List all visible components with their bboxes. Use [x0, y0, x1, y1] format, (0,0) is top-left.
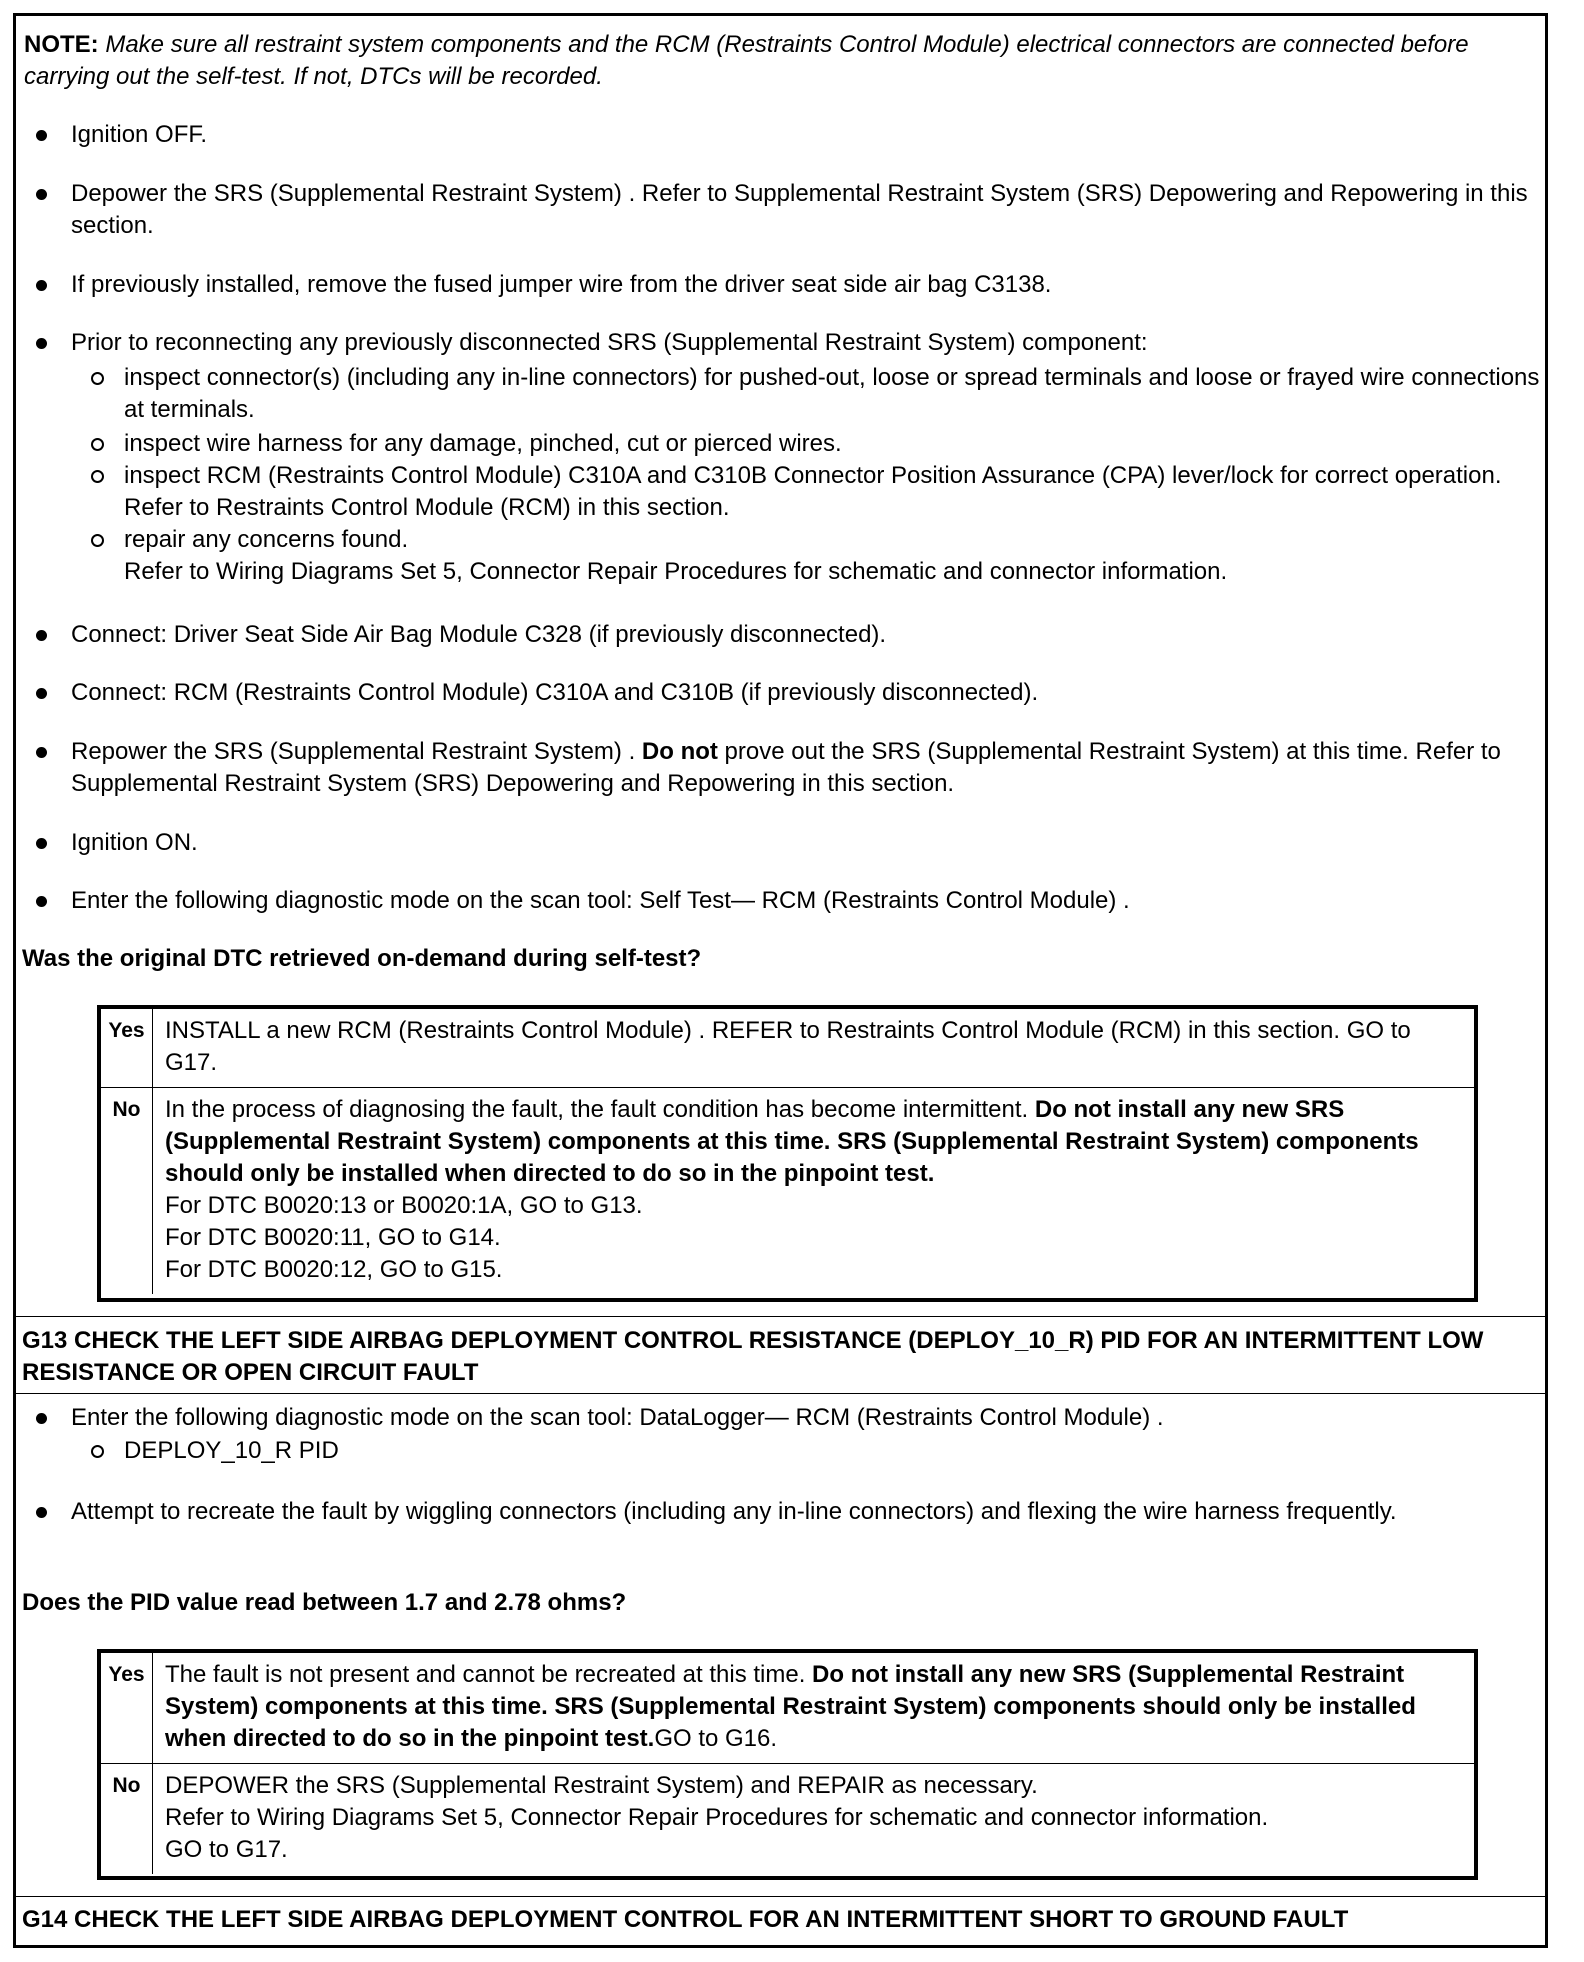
yes-bold-text: Do not install any new SRS (Supplemental Restraint System) components at this time. SRS (Supplemental Restraint System) components should only be installed when directed to do so in the pinpoint test.: [165, 1661, 1416, 1752]
step-text: Ignition OFF.: [71, 121, 208, 148]
step-repower: [71, 736, 1531, 800]
no-line-2: For DTC B0020:11, GO to G14.: [165, 1224, 501, 1251]
substep-text: inspect connector(s) (including any in-line connectors) for pushed-out, loose or spread terminals and loose or frayed wire connections at terminals.: [124, 364, 1540, 423]
g13-step-wiggle: [71, 1496, 1531, 1528]
g14-heading: G14 CHECK THE LEFT SIDE AIRBAG DEPLOYMENT CONTROL FOR AN INTERMITTENT SHORT TO GROUND FAULT: [22, 1906, 1349, 1933]
yes-goto: GO to G16.: [654, 1725, 778, 1752]
step-text-bold: Do not: [641, 738, 718, 765]
result-row-yes: [101, 1653, 1474, 1763]
no-label: No: [101, 1088, 153, 1294]
no-content: [153, 1764, 1474, 1874]
bullet-icon: [36, 338, 47, 349]
yes-content: [153, 1653, 1474, 1763]
step-connect-rcm: [71, 677, 1531, 709]
step-ignition-on: [71, 827, 1531, 859]
step-text: Attempt to recreate the fault by wiggling connectors (including any in-line connectors) and flexing the wire harness frequently.: [71, 1498, 1397, 1525]
step-text: Connect: Driver Seat Side Air Bag Module C328 (if previously disconnected).: [71, 621, 887, 648]
bullet-icon: [36, 130, 47, 141]
no-line-1: DEPOWER the SRS (Supplemental Restraint System) and REPAIR as necessary.: [165, 1772, 1038, 1799]
step-text: Prior to reconnecting any previously disconnected SRS (Supplemental Restraint System) component:: [71, 329, 1148, 356]
bullet-icon: [36, 1413, 47, 1424]
step-text: Enter the following diagnostic mode on the scan tool: DataLogger— RCM (Restraints Control Module) .: [71, 1404, 1164, 1431]
step-remove-jumper: [71, 269, 1531, 301]
divider: [16, 1316, 1545, 1317]
result-table-1: [97, 1005, 1478, 1302]
no-bold-text: Do not install any new SRS (Supplemental Restraint System) components at this time. SRS (Supplemental Restraint System) components should only be installed when directed to do so in the pinpoint test.: [165, 1096, 1419, 1187]
bullet-icon: [36, 189, 47, 200]
substep-text: inspect wire harness for any damage, pinched, cut or pierced wires.: [124, 430, 842, 457]
note-label: NOTE:: [24, 31, 99, 58]
note-text: Make sure all restraint system components and the RCM (Restraints Control Module) electrical connectors are connected before carrying out the self-test. If not, DTCs will be recorded.: [24, 31, 1469, 90]
step-text: Enter the following diagnostic mode on the scan tool: Self Test— RCM (Restraints Control Module) .: [71, 887, 1130, 914]
bullet-icon: [36, 838, 47, 849]
g13-step-datalogger: [71, 1402, 1531, 1434]
substep-inspect-cpa: [124, 460, 1549, 524]
substep-text: DEPLOY_10_R PID: [124, 1437, 339, 1464]
step-text: Connect: RCM (Restraints Control Module) C310A and C310B (if previously disconnected).: [71, 679, 1039, 706]
circle-bullet-icon: [91, 438, 104, 451]
result-row-no: [101, 1087, 1474, 1294]
bullet-icon: [36, 280, 47, 291]
result-row-no: [101, 1763, 1474, 1874]
step-connect-c328: [71, 619, 1531, 651]
question-pid-value: Does the PID value read between 1.7 and 2.78 ohms?: [22, 1589, 627, 1616]
yes-label: Yes: [101, 1653, 153, 1763]
no-text: In the process of diagnosing the fault, the fault condition has become intermittent.: [165, 1096, 1035, 1123]
step-self-test: [71, 885, 1531, 917]
g13-heading: G13 CHECK THE LEFT SIDE AIRBAG DEPLOYMENT CONTROL RESISTANCE (DEPLOY_10_R) PID FOR AN INTERMITTENT LOW RESISTANCE OR OPEN CIRCUIT FAULT: [22, 1327, 1484, 1386]
g13-substep-pid: [124, 1435, 1549, 1467]
substep-refer: Refer to Wiring Diagrams Set 5, Connector Repair Procedures for schematic and connector information.: [124, 558, 1228, 585]
bullet-icon: [36, 688, 47, 699]
divider: [16, 1393, 1545, 1394]
divider: [16, 1896, 1545, 1897]
result-row-yes: [101, 1009, 1474, 1087]
step-ignition-off: [71, 119, 1531, 151]
step-text: If previously installed, remove the fused jumper wire from the driver seat side air bag C3138.: [71, 271, 1052, 298]
no-content: [153, 1088, 1474, 1294]
substep-repair: [124, 524, 1549, 588]
step-text: Ignition ON.: [71, 829, 198, 856]
no-line-1: For DTC B0020:13 or B0020:1A, GO to G13.: [165, 1192, 643, 1219]
yes-text: INSTALL a new RCM (Restraints Control Module) . REFER to Restraints Control Module (RCM) in this section. GO to G17.: [165, 1017, 1411, 1076]
question-dtc-retrieved: Was the original DTC retrieved on-demand during self-test?: [22, 945, 702, 972]
yes-text: The fault is not present and cannot be recreated at this time.: [165, 1661, 813, 1688]
step-depower: [71, 178, 1531, 242]
no-line-3: For DTC B0020:12, GO to G15.: [165, 1256, 503, 1283]
no-line-2: Refer to Wiring Diagrams Set 5, Connector Repair Procedures for schematic and connector information.: [165, 1804, 1269, 1831]
step-text-b: prove out the SRS (Supplemental Restraint System) at this time. Refer to Supplemental Restraint System (SRS) Depowering and Repowering in this section.: [71, 738, 1501, 797]
bullet-icon: [36, 747, 47, 758]
circle-bullet-icon: [91, 1445, 104, 1458]
substep-inspect-connectors: [124, 362, 1549, 426]
note: [24, 29, 1524, 93]
step-prior-reconnect: [71, 327, 1531, 359]
result-table-2: [97, 1649, 1478, 1880]
circle-bullet-icon: [91, 372, 104, 385]
bullet-icon: [36, 896, 47, 907]
procedure-frame: [13, 13, 1548, 1948]
bullet-icon: [36, 1507, 47, 1518]
step-text: Depower the SRS (Supplemental Restraint System) . Refer to Supplemental Restraint System (SRS) Depowering and Repowering in this section.: [71, 180, 1528, 239]
no-line-3: GO to G17.: [165, 1836, 288, 1863]
no-label: No: [101, 1764, 153, 1874]
bullet-icon: [36, 630, 47, 641]
substep-text: repair any concerns found.: [124, 526, 409, 553]
circle-bullet-icon: [91, 470, 104, 483]
substep-inspect-harness: [124, 428, 1549, 460]
circle-bullet-icon: [91, 534, 104, 547]
yes-label: Yes: [101, 1009, 153, 1087]
step-text-a: Repower the SRS (Supplemental Restraint System) .: [71, 738, 642, 765]
substep-text: inspect RCM (Restraints Control Module) C310A and C310B Connector Position Assurance (CPA) lever/lock for correct operation. Refer to Restraints Control Module (RCM) in this section.: [124, 462, 1502, 521]
